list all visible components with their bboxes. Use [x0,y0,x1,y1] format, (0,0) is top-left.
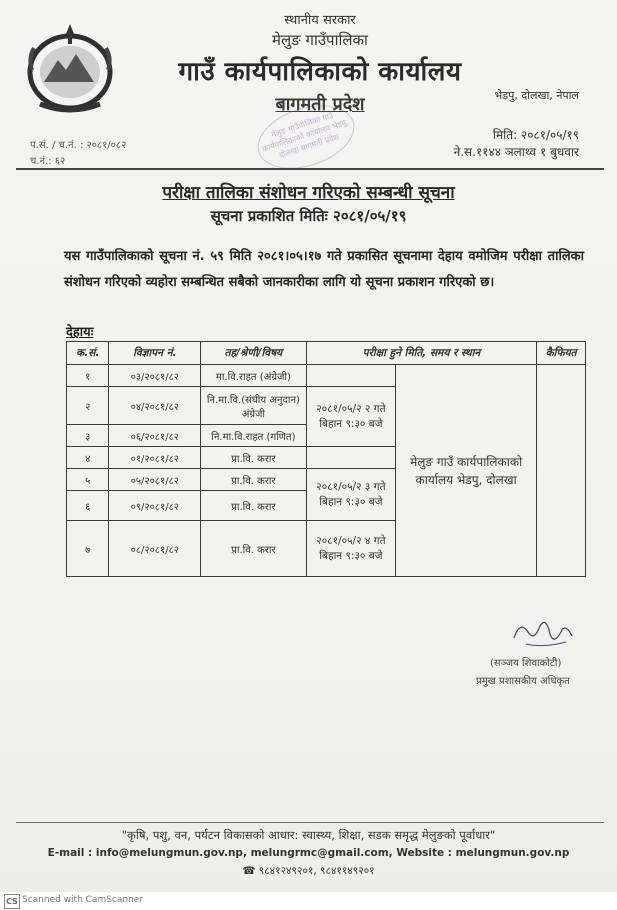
exam-schedule-table [66,341,586,577]
camscanner-text: Scanned with CamScanner [22,895,144,905]
cell-advert: ०६/२०८१/८२ [109,425,201,447]
camscanner-badge: CS [4,894,20,909]
office-title: गाउँ कार्यपालिकाको कार्यालय [178,57,462,87]
footer-contact: E-mail : info@melungmun.gov.np, melungrmc@gmail.com, Website : melungmun.gov.np [47,847,570,859]
cell-venue: मेलुङ गाउँ कार्यपालिकाको कार्यालय भेडपु, दोलखा [396,365,537,577]
nepal-sambat-date: ने.स.११४४ ञलाथ्व १ बुधवार [453,145,579,159]
notice-title: परीक्षा तालिका संशोधन गरिएको सम्बन्धी सूचना [162,183,455,203]
cell-date: २०८१/०५/२ २ गते बिहान ९:३० बजे [306,387,395,447]
cell-advert: ०१/२०८१/८२ [109,447,201,469]
scanner-watermark [0,892,617,910]
cell-date: २०८१/०५/२ ४ गते बिहान ९:३० बजे [306,521,395,577]
cell-advert: ०५/२०८१/८२ [109,469,201,491]
header-sn: क.सं. [67,342,109,365]
cell-level: प्रा.वि. करार [201,521,307,577]
cell-level: प्रा.वि. करार [201,469,307,491]
header-level: तह/श्रेणी/विषय [201,342,307,365]
footer-phone: ☎ ९८४१२४९२०१, ९८४११४९२०१ [242,865,375,877]
cell-date-empty [306,447,395,469]
dehay-label: देहायः [66,325,94,340]
header-remarks: कैफियत [537,342,586,365]
cell-sn: ६ [67,491,109,521]
cell-advert: ०८/२०८१/८२ [109,521,201,577]
cell-advert: ०३/२०८१/८२ [109,365,201,387]
patra-sankhya: प.सं. / च.नं. : २०८१/०८२ [30,140,127,151]
cell-sn: ४ [67,447,109,469]
cell-date: २०८१/०५/२ ३ गते बिहान ९:३० बजे [306,469,395,521]
header-line2: मेलुङ गाउँपालिका [272,31,368,49]
cell-sn: २ [67,387,109,425]
cell-sn: ५ [67,469,109,491]
signatory-name: (सञ्जय शिवाकोटी) [490,658,562,669]
notice-published-date: सूचना प्रकाशित मितिः २०८१/०५/१९ [210,207,407,225]
cell-level: नि.मा.वि.(संघीय अनुदान) अंग्रेजी [201,387,307,425]
cell-level: प्रा.वि. करार [201,447,307,469]
chalani-value: ६२ [54,156,66,167]
signatory-post: प्रमुख प्रशासकीय अधिकृत [476,676,570,687]
nepal-emblem-icon [24,18,116,118]
cell-sn: ३ [67,425,109,447]
cell-advert: ०४/२०८१/८२ [109,387,201,425]
chalani-number: च.नं.: ६२ [30,156,66,167]
cell-remarks [537,365,586,577]
stamp-text: मेलुङ गाउँपालिका गाउँ कार्यपालिकाको कार्यालय भेडपु, दोलखा बागमती प्रदेश [261,110,350,160]
cell-date-empty [306,365,395,387]
cell-level: नि.मा.वि.राहत (गणित) [201,425,307,447]
province-name: बागमती प्रदेश [275,94,365,115]
cell-sn: ७ [67,521,109,577]
office-address: भेडपु, दोलखा, नेपाल [494,89,579,102]
notice-body: यस गाउँपालिकाको सूचना नं. ५९ मिति २०८१।०५।१७ गते प्रकासित सूचनामा देहाय वमोजिम परीक्षा तालिका संशोधन गरिएको व्यहोरा सम्बन्धित सबैको जानकारीका लागि यो सूचना प्रकाशन गरिएको छ। [64,249,584,290]
cell-sn: १ [67,365,109,387]
table-header-row [67,342,586,365]
cell-level: मा.वि.राहत (अंग्रेजी) [201,365,307,387]
header-divider [16,168,604,170]
cell-level: प्रा.वि. करार [201,491,307,521]
footer-divider [16,822,604,823]
header-advert: विज्ञापन नं. [109,342,201,365]
header-exam: परीक्षा हुने मिति, समय र स्थान [306,342,536,365]
header-block [140,6,500,116]
header-line1: स्थानीय सरकार [284,13,356,28]
table-row [67,365,586,387]
signature-icon [506,612,576,652]
letter-date: मिति: २०८१/०५/१९ [492,128,579,142]
footer-slogan: "कृषि, पशु, वन, पर्यटन विकासको आधार: स्वास्थ्य, शिक्षा, सडक समृद्ध मेलुङको पूर्वाधार" [121,828,496,842]
cell-advert: ०९/२०८१/८२ [109,491,201,521]
